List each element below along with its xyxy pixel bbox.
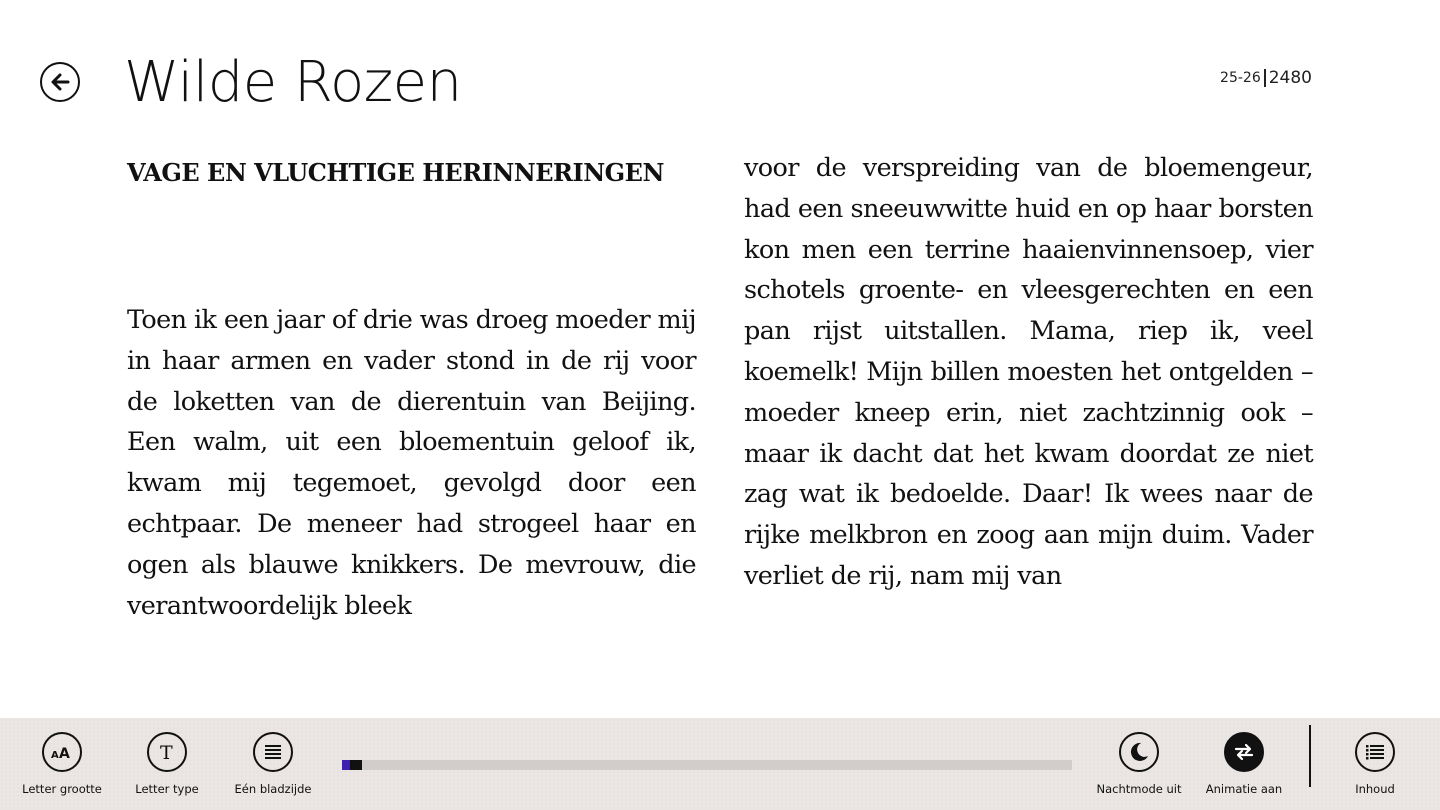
single-page-icon [253,732,293,772]
app-bar-divider [1309,725,1311,787]
letter-grootte-label: Letter grootte [22,782,102,796]
nachtmode-button[interactable] [1084,732,1194,796]
letter-type-button[interactable] [112,732,222,796]
total-pages: 2480 [1268,68,1312,88]
reading-progress-fill [342,760,362,770]
page-indicator [1220,68,1312,88]
nachtmode-label: Nachtmode uit [1096,782,1182,796]
een-bladzijde-label: Eén bladzijde [234,782,312,796]
font-size-icon [42,732,82,772]
page-separator [1264,69,1266,87]
page-range: 25-26 [1220,70,1261,86]
svg-text:A: A [51,750,59,761]
page-text-left: Toen ik een jaar of drie was droeg moeder mij in haar armen en vader stond in de rij voor de loketten van de dierentuin van Beijing. Een walm, uit een bloementuin geloof ik, kwam mij tegemoet, gevolgd door een echtpaar. De meneer had strogeel haar en ogen als blauwe knikkers. De mevrouw, die verantwoordelijk bleek [127,305,696,621]
letter-type-label: Letter type [135,782,199,796]
back-button[interactable] [40,62,80,102]
animatie-label: Animatie aan [1205,782,1283,796]
moon-icon [1119,732,1159,772]
een-bladzijde-button[interactable] [218,732,328,796]
svg-text:A: A [59,746,70,762]
chapter-heading: VAGE EN VLUCHTIGE HERINNERINGEN [127,158,664,187]
table-of-contents-icon [1355,732,1395,772]
app-bar [0,718,1440,810]
page-text-right: voor de verspreiding van de bloemengeur, had een sneeuwwitte huid en op haar borsten kon men een terrine haaienvinnensoep, vier schotels groente- en vleesgerechten en een pan rijst uitstallen. Mama, riep ik, veel koemelk! Mijn billen moesten het ontgelden – moeder kneep erin, niet zachtzinnig ook – maar ik dacht dat het kwam doordat ze niet zag wat ik bedoelde. Daar! Ik wees naar de rijke melkbron en zoog aan mijn duim. Vader verliet de rij, nam mij van [744,153,1313,591]
svg-text:T: T [160,742,173,763]
swap-arrows-icon [1224,732,1264,772]
font-type-icon [147,732,187,772]
reading-progress-slider[interactable] [342,760,1072,770]
animatie-button[interactable] [1189,732,1299,796]
book-title: Wilde Rozen [124,50,462,115]
letter-grootte-button[interactable] [7,732,117,796]
inhoud-button[interactable] [1320,732,1430,796]
back-arrow-icon [49,71,71,93]
inhoud-label: Inhoud [1355,782,1395,796]
